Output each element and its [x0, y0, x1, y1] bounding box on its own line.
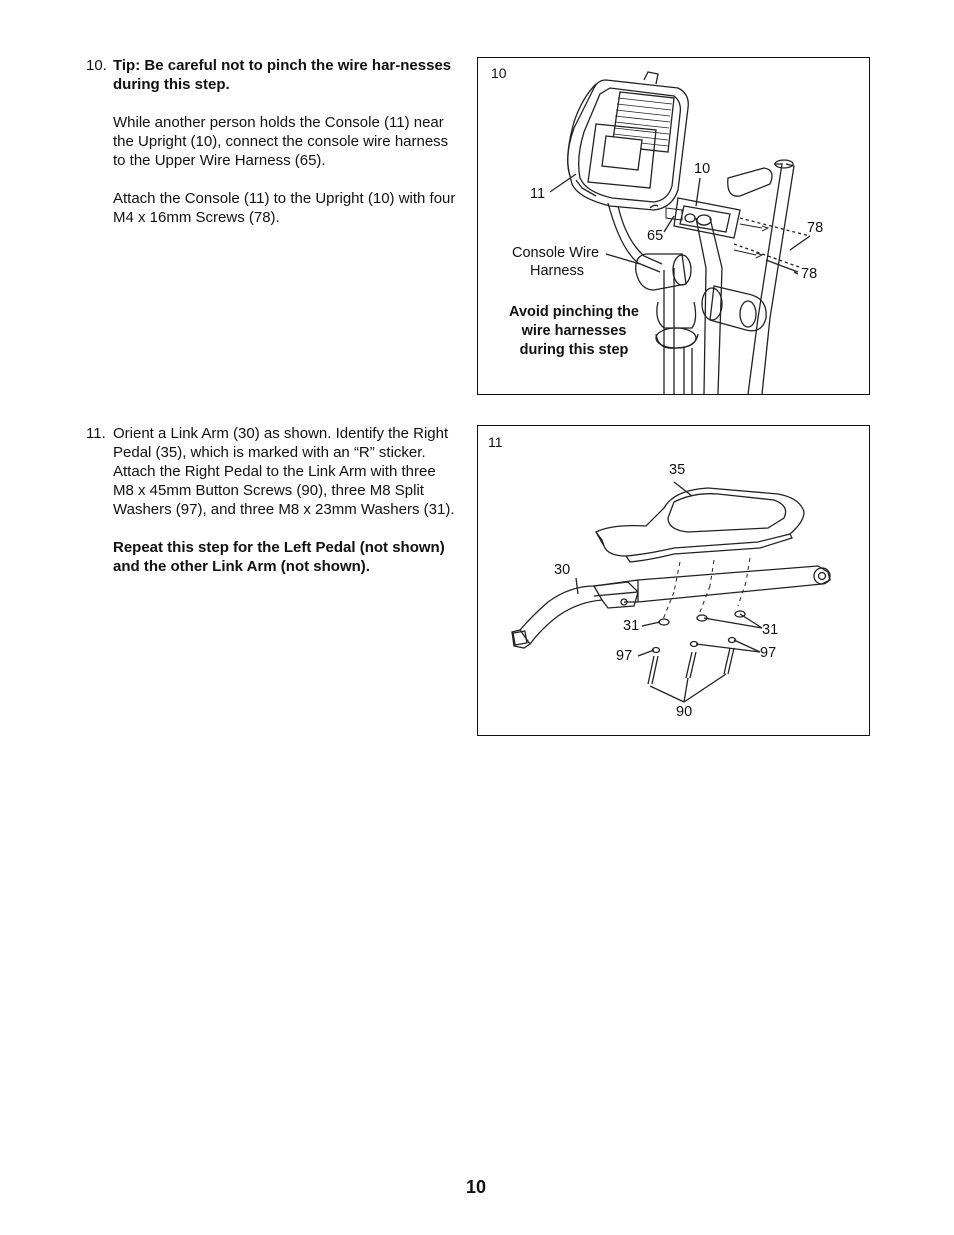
step-10-paragraph-1: While another person holds the Console (11) near the Upright (10), connect the console wire harness to the Upper Wire Harness (65).: [113, 114, 449, 169]
callout-screws-90: 90: [676, 704, 693, 720]
step-11-paragraph-1: Orient a Link Arm (30) as shown. Identify the Right Pedal (35), which is marked with an “R” sticker. Attach the Right Pedal to the Link Arm with three M8 x 45mm Button Screws (90), three M8 Split Washers (97), and three M8 x 23mm Washers (31).: [113, 425, 455, 518]
step-10-instructions: [86, 56, 458, 227]
warning-line-1: Avoid pinching the: [509, 304, 639, 320]
step-10-tip: Tip: Be careful not to pinch the wire har-nesses during this step.: [113, 57, 452, 93]
callout-pedal-35: 35: [669, 462, 686, 478]
callout-washer-31-left: 31: [623, 618, 640, 634]
callout-console-wire-line-1: Console Wire: [512, 245, 600, 261]
callout-split-washer-97-right: 97: [760, 645, 777, 661]
callout-upper-harness-65: 65: [647, 228, 664, 244]
step-10-paragraph-2: Attach the Console (11) to the Upright (10) with four M4 x 16mm Screws (78).: [113, 190, 456, 226]
step-11-paragraph-2: Repeat this step for the Left Pedal (not shown) and the other Link Arm (not shown).: [113, 539, 445, 575]
page-number: 10: [466, 1177, 487, 1197]
callout-link-arm-30: 30: [554, 562, 571, 578]
callout-upright-10: 10: [694, 161, 711, 177]
warning-line-2: wire harnesses: [521, 323, 627, 339]
avoid-pinching-warning: [492, 303, 656, 360]
callout-screw-78-bottom: 78: [801, 266, 818, 282]
figure-11-number: 11: [488, 434, 503, 450]
warning-line-3: during this step: [519, 342, 629, 358]
callout-console-wire-line-2: Harness: [530, 263, 584, 279]
callout-console-11: 11: [530, 186, 546, 202]
step-10-number: 10.: [86, 57, 107, 74]
figure-10-number: 10: [491, 65, 507, 81]
callout-split-washer-97-left: 97: [616, 648, 633, 664]
step-11-instructions: [86, 424, 458, 576]
figure-10: [477, 57, 870, 395]
figure-11: [477, 425, 870, 736]
step-11-number: 11.: [86, 425, 106, 442]
callout-screw-78-top: 78: [807, 220, 824, 236]
callout-washer-31-right: 31: [762, 622, 779, 638]
